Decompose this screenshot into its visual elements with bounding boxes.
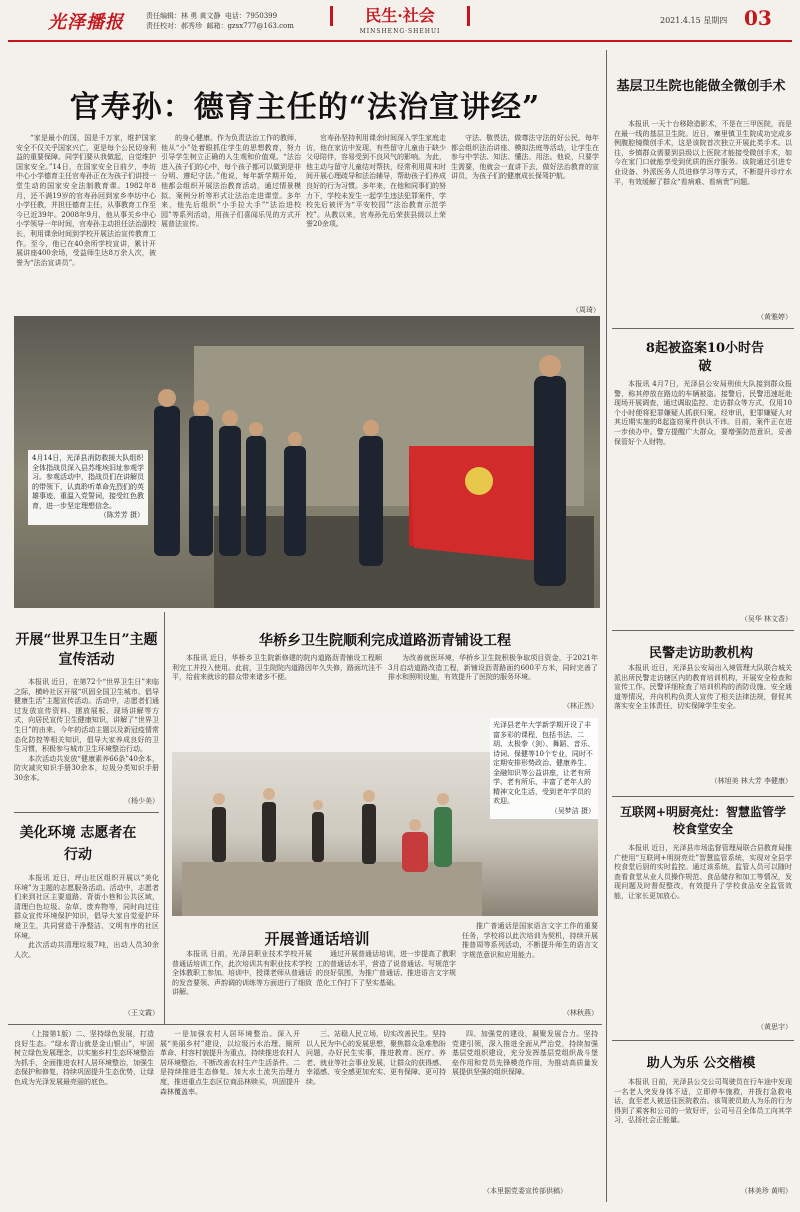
- lead-col-4-text: 守法、敬畏法，做尊法守法的好公民，每年都会组织法治讲座、模拟法庭等活动，让学生在参与中学法、知法、懂法、用法。他说，只要学生需要，他就会一直讲下去，做好法治教育的宣讲员，为孩子们的健康成长保驾护航。: [451, 134, 599, 181]
- bottom-col-4-text: 四、加强党的建设，凝聚发展合力。坚持党建引领，深入推进全面从严治党，持续加强基层党组织建设，充分发挥基层党组织战斗堡垒作用和党员先锋模范作用，为推动高质量发展提供坚强的组织保障。: [452, 1030, 598, 1077]
- road-col-1-text: 本报讯 近日，华桥乡卫生院新修建的院内道路沥青铺设工程顺利完工并投入使用。此前，卫生院院内道路因年久失修，路面坑洼不平，给前来就诊的群众带来诸多不便。: [172, 654, 382, 682]
- theft-headline: 8起被盗案10小时告破: [645, 341, 765, 374]
- masthead-rule: [8, 40, 792, 42]
- photo2-caption-box: [490, 718, 598, 819]
- hygiene-day-headline: 开展“世界卫生日”主题宣传活动: [15, 632, 158, 668]
- road-col-1: [172, 654, 382, 700]
- clinic-text: 本报讯 一天十台移除造影术，不是在三甲医院，而是在最一线的基层卫生院。近日，寨里镇卫生院成功完成多例腹腔镜微创手术，这是该院首次独立开展此类手术。以往，乡镇群众需要到县级以上医院才能接受微创手术，如今在家门口就能享受到优质的医疗服务。该院通过引进专业设备、外派医务人员进修学习等方式，不断提升诊疗水平，有效缓解了群众“看病难、看病贵”问题。: [614, 120, 792, 186]
- canteen-text: 本报讯 近日，光泽县市场监督管理局联合县教育局推广使用“互联网+明厨亮灶”智慧监管系统，实现对全县学校食堂后厨的实时监控。通过该系统，监管人员可以随时查看食堂从业人员操作规范、食品储存和加工等情况，发现问题及时督促整改，有效提升了学校食品安全监管效能，让家长更加放心。: [614, 844, 792, 900]
- road-headline: 华桥乡卫生院顺利完成道路沥青铺设工程: [259, 633, 511, 649]
- theft-byline: （吴华 林文香）: [740, 615, 792, 623]
- photo1-credit: （陈芳芳 摄）: [99, 511, 144, 519]
- police-byline: （林旭美 林大芳 李健康）: [710, 777, 792, 785]
- proof-name: 郝秀珍: [181, 22, 202, 30]
- mandarin-col-3-text: 推广普通话是国家语言文字工作的重要任务，学校将以此次培训为契机，持续开展推普周等系列活动，不断提升师生的语言文字规范意识和应用能力。: [462, 922, 598, 959]
- lead-byline: （周琦）: [572, 306, 600, 314]
- lead-col-1-text: “家是最小的国，国是千万家，维护国家安全不仅关乎国家兴亡，更是每个公民切身利益的重要保障。同学们要从我做起，自觉维护国家安全。”14日，在国家安全日前夕，李坊中心小学德育主任官寿孙正在为孩子们讲授一堂生动的国家安全法制教育课。1982年8月，还不满19岁的官寿孙回到家乡李坊中心小学任教，并担任德育主任，从事教育工作至今已近39年。2008年9月，他从事关乡中心小学领导一年时间，官寿孙主动担任法治副校长，利用课余时间到学校开展法治宣传教育工作。至今，他已在40余所学校宣讲，累计开展讲座400余场，受益师生达8万余人次，被誉为“法治宣讲员”。: [16, 134, 156, 267]
- email-address: gzsx777@163.com: [227, 22, 294, 30]
- left-divider: [14, 812, 159, 813]
- bottom-col-1-text: （上接第1版）二、坚持绿色发展，打造良好生态。“绿水青山就是金山银山”，牢固树立绿色发展理念，以实施乡村生态环境整治为抓手，全面推进农村人居环境整治，加强生态保护和修复，持续巩固提升生态优势，让绿色成为光泽发展最亮丽的底色。: [14, 1030, 154, 1086]
- clinic-headline: 基层卫生院也能做全微创手术: [616, 79, 786, 94]
- fire-brigade-photo: [14, 316, 600, 608]
- lead-col-4: [451, 134, 599, 284]
- clinic-byline: （黄雅婷）: [757, 313, 792, 321]
- right-divider-4: [612, 1040, 794, 1041]
- hygiene-day-body: [14, 678, 159, 793]
- issue-date: 2021.4.15 星期四: [660, 16, 728, 25]
- lead-col-2-text: 的身心健康。作为负责法治工作的教师，他从“小”处着眼抓住学生的思想教育，努力引导学生树立正确的人生观和价值观。“法治进入孩子们的心中，每个孩子都可以做到是非分明、遵纪守法。”他说，每年新学期开始，他都会组织开展法治教育活动，通过情景模拟、案例分析等形式让法治走进课堂。多年来，他先后组织“小手拉大手”“法治进校园”等系列活动，用孩子们喜闻乐见的方式开展普法宣传。: [161, 134, 301, 229]
- bottom-col-4: [452, 1030, 598, 1180]
- lead-col-2: [161, 134, 301, 304]
- police-text: 本报讯 近日，光泽县公安局出入境管理大队联合城关派出所民警走访辖区内的教育培训机构，开展安全检查和宣传工作。民警详细检查了培训机构的消防设施、安全通道等情况，并向机构负责人宣传了相关法律法规，督促其落实安全主体责任，切实保障学生安全。: [614, 664, 792, 711]
- volunteer-text: 本报讯 近日，坪山社区组织开展以“美化环境”为主题的志愿服务活动。活动中，志愿者们来到社区主要道路、背街小巷和公共区域，清理白色垃圾、杂草、废弃物等，同时向过往群众宣传环境保护知识，倡导大家自觉爱护环境卫生，共同营造干净整洁、文明有序的社区环境。: [14, 874, 159, 940]
- editor-name: 林 勇 黄文静: [181, 12, 221, 20]
- police-body: [614, 664, 792, 774]
- canteen-headline: 互联网+明厨亮灶：智慧监管学校食堂安全: [619, 805, 787, 836]
- mandarin-col-3: [462, 922, 598, 1006]
- lead-col-1: [16, 134, 156, 304]
- canteen-byline: （黄思宇）: [757, 1023, 792, 1031]
- mandarin-col-2: [316, 950, 456, 1014]
- photo1-caption-box: [28, 450, 148, 525]
- section-box: [330, 6, 470, 35]
- section-title: 民生·社会: [330, 6, 470, 26]
- right-divider-2: [612, 630, 794, 631]
- bottom-col-3-text: 三、站稳人民立场，切实改善民生。坚持以人民为中心的发展思想，聚焦群众急难愁盼问题，办好民生实事，推进教育、医疗、养老、就业等社会事业发展，让群众的获得感、幸福感、安全感更加充实、更有保障、更可持续。: [306, 1030, 446, 1086]
- right-divider-3: [612, 796, 794, 797]
- phone-number: 7950399: [245, 12, 278, 20]
- bottom-col-3: [306, 1030, 446, 1200]
- bottom-col-2-text: 一是加强农村人居环境整治。深入开展“美丽乡村”建设，以垃圾污水治理、厕所革命、村容村貌提升为重点，持续推进农村人居环境整治，不断改善农村生产生活条件。二是持续推进生态修复。加大水土流失治理力度，推进重点生态区位商品林赎买，巩固提升森林覆盖率。: [160, 1030, 300, 1096]
- bottom-end-note: （本里据党委宣传部供稿）: [483, 1187, 567, 1195]
- photo2-credit: （吴梦洁 摄）: [550, 806, 595, 815]
- bottom-col-1: [14, 1030, 154, 1200]
- lead-col-3: [306, 134, 446, 304]
- theft-text: 本报讯 4月7日，光泽县公安局刑侦大队接到群众报警，称其停放在路边的车辆被盗。接警后，民警迅速赶赴现场开展调查，通过调取监控、走访群众等方式，仅用10个小时便将犯罪嫌疑人抓获归案。经审讯，犯罪嫌疑人对其近期实施的8起盗窃案件供认不讳。目前，案件正在进一步侦办中。警方提醒广大群众，要增强防范意识，妥善保管好个人财物。: [614, 380, 792, 446]
- mandarin-byline: （林秋燕）: [563, 1009, 598, 1017]
- hygiene-day-figures: 本次活动共发放“健康素养66条”40余本，防灾减灾知识手册30余本，垃圾分类知识手册30余本。: [14, 754, 159, 782]
- photo1-caption: 4月14日，光泽县消防救援大队组织全体指战员深入县苏维埃旧址参观学习。参观活动中，指战员们在讲解员的带领下，认真聆听革命先烈们的英雄事迹，重温入党誓词，接受红色教育，进一步坚定理想信念。: [32, 454, 144, 510]
- volunteer-figures: 此次活动共清理垃圾7吨，出动人员30余人次。: [14, 941, 159, 959]
- mandarin-col-1: [172, 950, 312, 1014]
- volunteer-body: [14, 874, 159, 1006]
- theft-body: [614, 380, 792, 610]
- bottom-col-2: [160, 1030, 300, 1200]
- bottom-divider: [8, 1024, 602, 1025]
- hygiene-day-byline: （杨少美）: [124, 797, 159, 805]
- canteen-body: [614, 844, 792, 1020]
- photo2-caption: 光泽县老年大学新学期开设了丰富多彩的课程，包括书法、二胡、太极拳（剑）、舞蹈、音乐、诗词、保健等10个专业，同时不定期安排形势政治、健康养生、金融知识等公益讲座，让老有所学、老有所乐，丰富了老年人的精神文化生活，受到老年学员的欢迎。: [493, 721, 595, 805]
- elder-university-photo: [172, 712, 598, 916]
- mandarin-col-2-text: 通过开展普通话培训，进一步提高了教职工的普通话水平，营造了说普通话、写规范字的良好氛围，为推广普通话、推进语言文字规范化工作打下了坚实基础。: [316, 950, 456, 987]
- editor-label: 责任编辑：: [146, 12, 181, 20]
- proof-label: 责任校对：: [146, 22, 181, 30]
- right-divider-1: [612, 328, 794, 329]
- hygiene-day-text: 本报讯 近日，在第72个“世界卫生日”来临之际，横岭社区开展“巩固全国卫生城市、倡导健康生活”主题宣传活动。活动中，志愿者们通过发放宣传资料、摆放展板、现场讲解等方式，向居民宣传卫生健康知识，讲解了“世界卫生日”的由来、今年的活动主题以及新冠疫情常态化防控等相关知识，倡导大家养成良好的卫生习惯，积极参与城市卫生环境整治行动。: [14, 678, 159, 754]
- bus-text: 本报讯 日前，光泽县公交公司驾驶员在行车途中发现一名老人突发身体不适，立即停车施救，并拨打急救电话，直至老人被送往医院救治。该驾驶员助人为乐的行为得到了乘客和公司的一致好评，公司号召全体员工向其学习，弘扬社会正能量。: [614, 1078, 792, 1125]
- masthead: [0, 0, 800, 42]
- lead-col-3-text: 官寿孙坚持利用课余时间深入学生家庭走访，他在家访中发现，有些留守儿童由于缺少父母陪伴，容易受到不良风气的影响。为此，他主动与留守儿童结对帮扶，经常利用周末时间开展心理疏导和法治辅导，帮助孩子们养成良好的行为习惯。多年来，在他和同事们的努力下，学校未发生一起学生违法犯罪案件，学校先后被评为“平安校园”“法治教育示范学校”。从教以来，官寿孙先后荣获县级以上荣誉20余项。: [306, 134, 446, 229]
- volunteer-byline: （王文霞）: [124, 1009, 159, 1017]
- lead-headline: 官寿孙：德育主任的“法治宣讲经”: [69, 90, 541, 125]
- volunteer-headline: 美化环境 志愿者在行动: [19, 825, 137, 863]
- right-column-rule: [606, 50, 607, 1202]
- masthead-logo: 光泽播报: [48, 12, 124, 33]
- road-byline: （林正然）: [563, 702, 598, 710]
- page-number: 03: [744, 6, 772, 30]
- road-col-2-text: 为改善就医环境，华桥乡卫生院积极争取项目资金，于2021年3月启动道路改造工程，新铺设沥青路面约600平方米，同时完善了排水和照明设施，有效提升了医院的服务环境。: [388, 654, 598, 682]
- mandarin-col-1-text: 本报讯 日前，光泽县职业技术学校开展普通话培训工作，此次培训共有职业技术学校全体教职工参加。培训中，授课老师从普通话的发音要领、声韵调的训练等方面进行了细致讲解。: [172, 950, 312, 997]
- bus-headline: 助人为乐 公交楷模: [646, 1056, 756, 1071]
- clinic-body: [614, 120, 792, 308]
- section-pinyin: MINSHENG·SHEHUI: [359, 28, 441, 35]
- phone-label: 电话：: [224, 12, 246, 20]
- email-label: 邮箱：: [206, 22, 228, 30]
- bus-body: [614, 1078, 792, 1182]
- police-headline: 民警走访助教机构: [648, 646, 753, 661]
- left-column-rule: [164, 612, 165, 1024]
- mandarin-headline: 开展普通话培训: [264, 930, 370, 948]
- road-col-2: [388, 654, 598, 700]
- bus-byline: （林美珍 黄明）: [740, 1187, 792, 1195]
- masthead-staff: [146, 11, 294, 31]
